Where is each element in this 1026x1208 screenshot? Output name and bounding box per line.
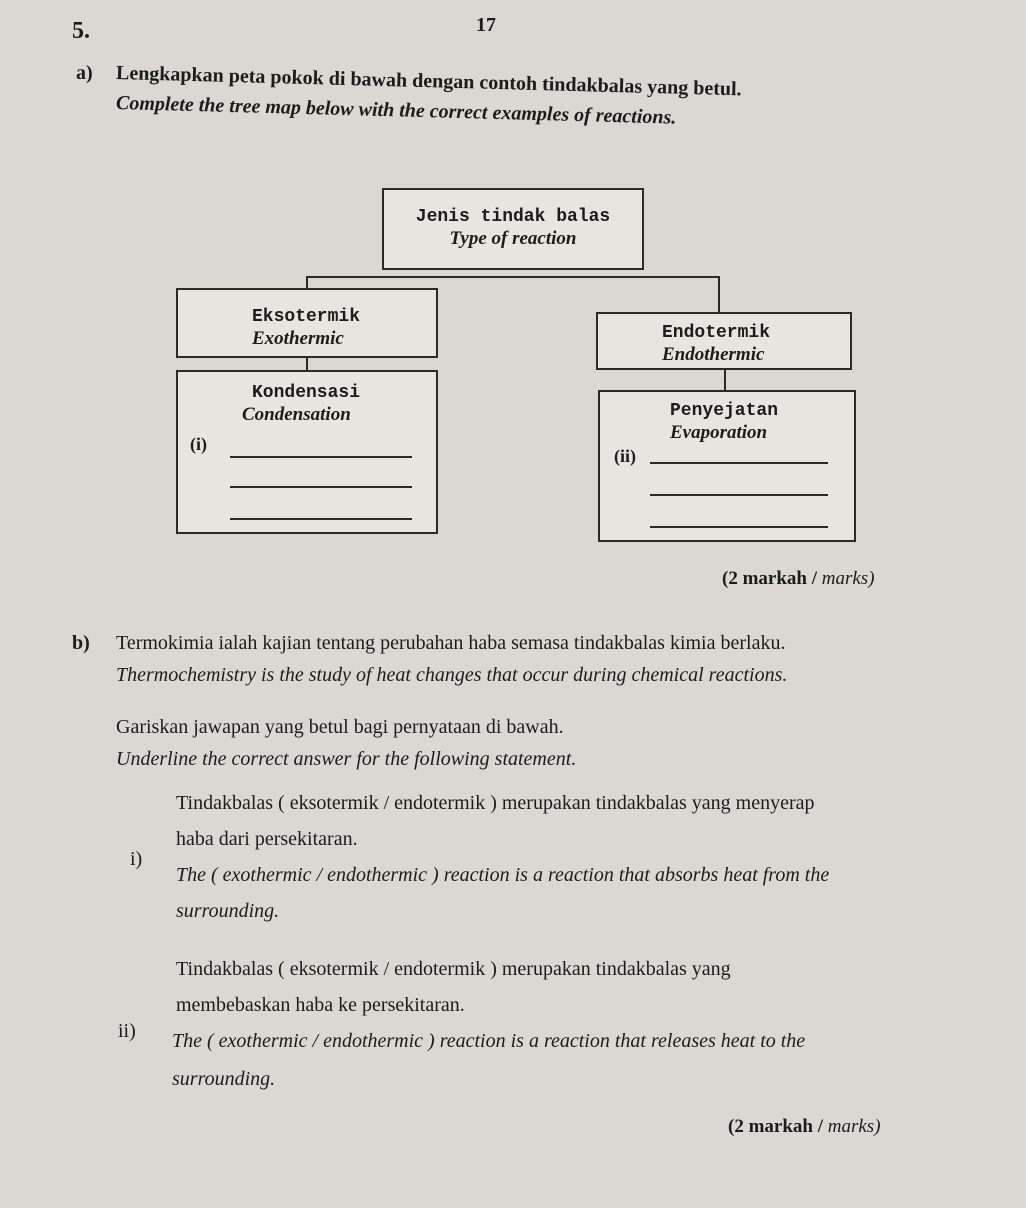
item-i-english-line1: The ( exothermic / endothermic ) reaction is a reaction that absorbs heat from the [176, 864, 830, 886]
part-b-instruction-english: Underline the correct answer for the following statement. [116, 748, 577, 770]
part-a-marks [722, 568, 875, 590]
question-number: 5. [72, 18, 90, 44]
evaporation-malay: Penyejatan [670, 401, 779, 421]
item-ii-english-line1: The ( exothermic / endothermic ) reaction is a reaction that releases heat to the [172, 1030, 806, 1052]
part-b-marks-english: marks) [827, 1116, 881, 1137]
exothermic-box [176, 288, 438, 358]
tree-branch-line [306, 276, 720, 278]
part-b-intro-malay: Termokimia ialah kajian tentang perubahan haba semasa tindakbalas kimia berlaku. [116, 632, 786, 654]
part-b-marks [728, 1116, 881, 1138]
part-b-marks-malay: (2 markah / [728, 1116, 828, 1137]
blank-label-i: (i) [190, 434, 207, 454]
endothermic-english: Endothermic [662, 344, 765, 365]
blank-label-ii: (ii) [614, 446, 636, 466]
part-b-intro-english: Thermochemistry is the study of heat changes that occur during chemical reactions. [116, 664, 788, 686]
part-b-instruction-malay: Gariskan jawapan yang betul bagi pernyataan di bawah. [116, 716, 564, 738]
root-malay: Jenis tindak balas [415, 207, 611, 227]
item-i-malay-line1: Tindakbalas ( eksotermik / endotermik ) merupakan tindakbalas yang menyerap [176, 792, 815, 814]
part-b-label: b) [72, 632, 90, 654]
answer-blank-ii-2[interactable] [650, 494, 828, 496]
answer-blank-i-3[interactable] [230, 518, 412, 520]
exothermic-english: Exothermic [252, 328, 344, 349]
item-i-malay-line2: haba dari persekitaran. [176, 828, 358, 850]
item-ii-label: ii) [118, 1020, 136, 1042]
part-a-instruction-english: Complete the tree map below with the correct examples of reactions. [115, 92, 677, 129]
right-child-connector [724, 370, 726, 392]
tree-right-connector [718, 276, 720, 314]
part-a-marks-malay: (2 markah / [722, 568, 822, 589]
tree-root-box [382, 188, 644, 270]
part-a-marks-english: marks) [821, 568, 875, 589]
endothermic-malay: Endotermik [662, 323, 771, 343]
root-english: Type of reaction [449, 228, 577, 249]
part-a-label: a) [76, 62, 93, 84]
item-ii-english-line2: surrounding. [172, 1068, 276, 1090]
condensation-box [176, 370, 438, 534]
condensation-malay: Kondensasi [252, 383, 361, 403]
condensation-english: Condensation [242, 404, 351, 425]
answer-blank-i-2[interactable] [230, 486, 412, 488]
item-ii-malay-line1: Tindakbalas ( eksotermik / endotermik ) merupakan tindakbalas yang [176, 958, 731, 980]
exothermic-malay: Eksotermik [252, 307, 361, 327]
endothermic-box [596, 312, 852, 370]
evaporation-box [598, 390, 856, 542]
part-a-instruction-malay: Lengkapkan peta pokok di bawah dengan contoh tindakbalas yang betul. [115, 62, 742, 101]
answer-blank-ii-1[interactable] [650, 462, 828, 464]
item-i-label: i) [130, 848, 143, 870]
answer-blank-ii-3[interactable] [650, 526, 828, 528]
item-ii-malay-line2: membebaskan haba ke persekitaran. [176, 994, 465, 1016]
page-number: 17 [476, 14, 496, 36]
evaporation-english: Evaporation [670, 422, 768, 443]
item-i-english-line2: surrounding. [176, 900, 280, 922]
answer-blank-i-1[interactable] [230, 456, 412, 458]
